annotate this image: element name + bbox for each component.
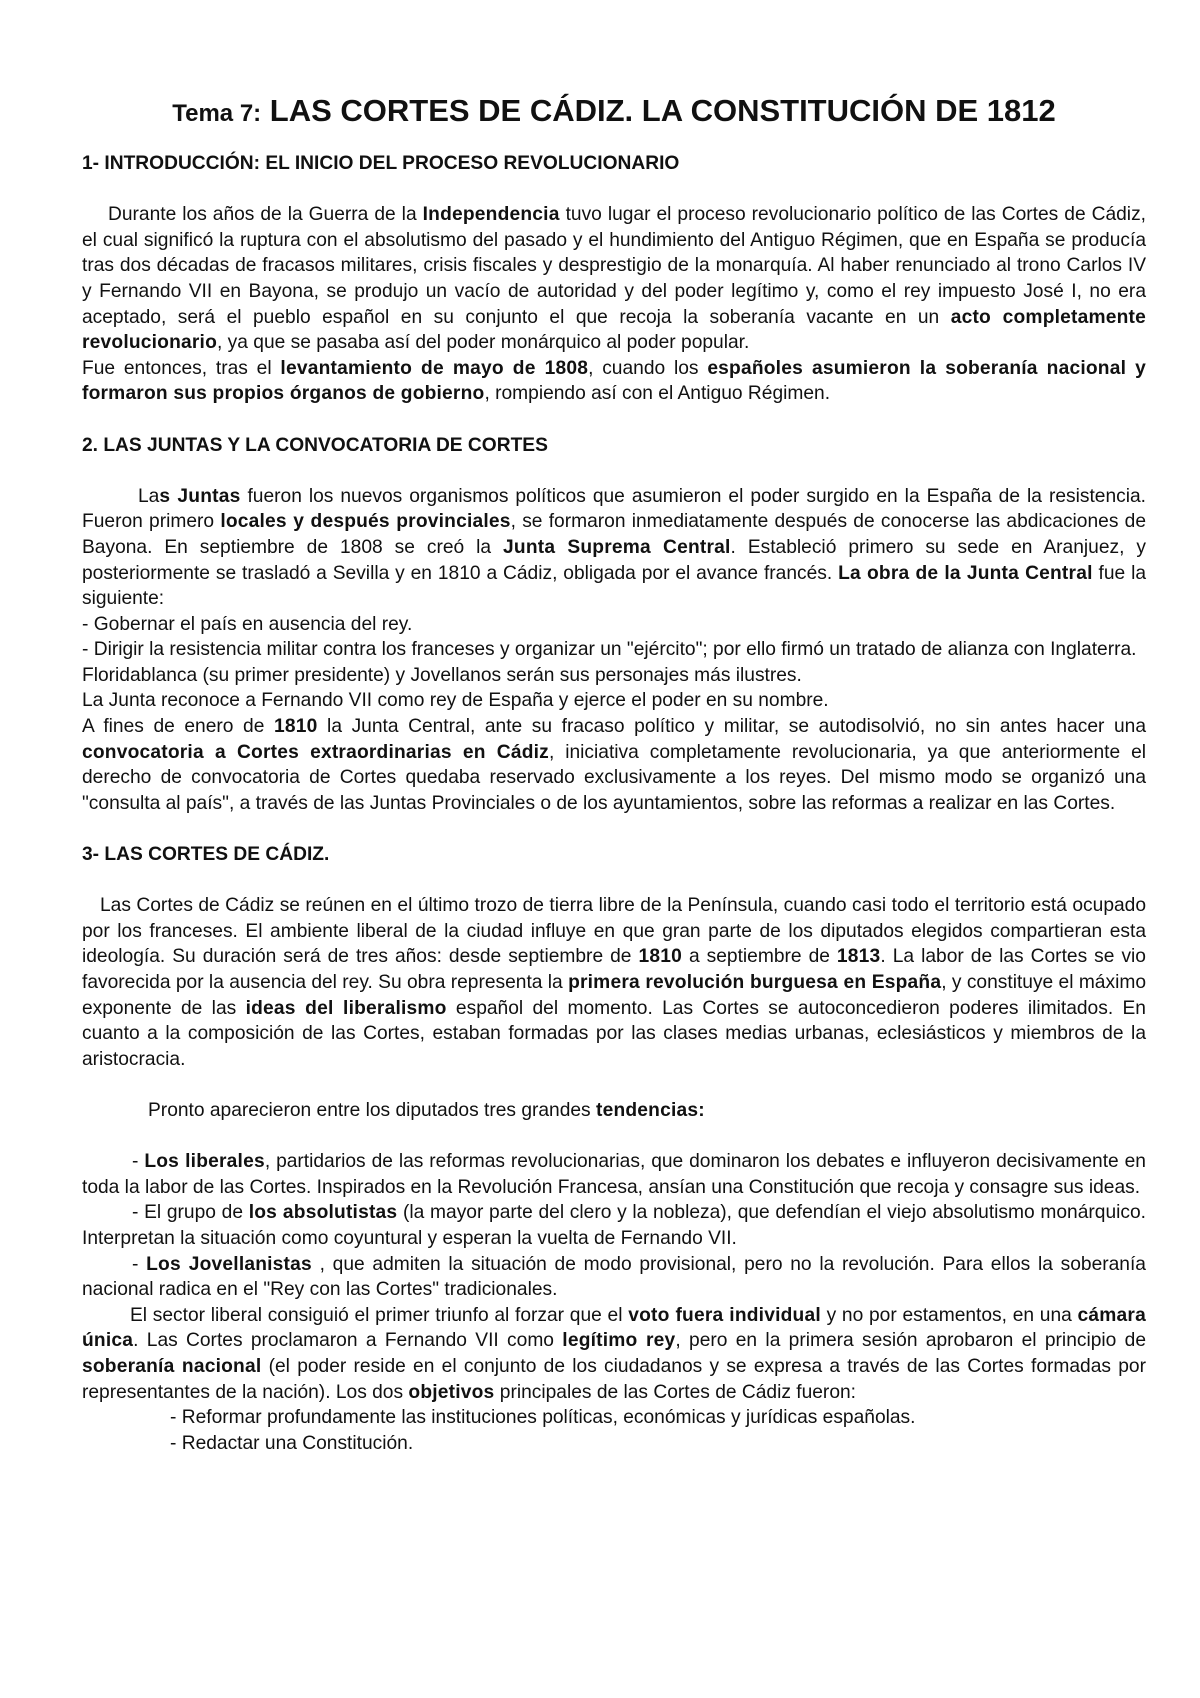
- text-run: principales de las Cortes de Cádiz fueron:: [494, 1381, 856, 1403]
- s2-line-3: Floridablanca (su primer presidente) y Jovellanos serán sus personajes más ilustres.: [82, 664, 802, 686]
- text-run: fue la siguiente:: [82, 562, 1146, 610]
- bold-run: cámara única: [82, 1304, 1146, 1352]
- bold-run: Independencia: [422, 204, 560, 226]
- text-run: , pero en la primera sesión aprobaron el principio de: [675, 1330, 1146, 1352]
- s3-objetivo-1: - Reformar profundamente las instituciones políticas, económicas y jurídicas españolas.: [170, 1407, 916, 1429]
- text-run: - El grupo de: [132, 1202, 249, 1224]
- bold-run: soberanía nacional: [82, 1355, 262, 1377]
- text-run: Pronto aparecieron entre los diputados tres grandes: [148, 1099, 596, 1121]
- section-1-heading: 1- INTRODUCCIÓN: EL INICIO DEL PROCESO REVOLUCIONARIO: [82, 153, 680, 174]
- text-run: . Estableció primero su sede en Aranjuez, y posteriormente se trasladó a Sevilla y en 1810 a Cádiz, obligada por el avance francés.: [82, 536, 1146, 584]
- text-run: , iniciativa completamente revolucionaria, ya que anteriormente el derecho de convocatoria de Cortes quedaba reservado exclusivamente a los reyes. Del mismo modo se organizó una "consulta al país", a través de las Juntas Provinciales o de los ayuntamientos, sobre las reformas a realizar en las Cortes.: [82, 741, 1147, 814]
- text-run: , que admiten la situación de modo provisional, pero no la revolución. Para ellos la soberanía nacional radica en el "Rey con las Cortes" tradicionales.: [82, 1253, 1146, 1301]
- text-run: Durante los años de la Guerra de la: [108, 204, 423, 226]
- s3-objetivo-2: - Redactar una Constitución.: [170, 1432, 414, 1454]
- bold-run: locales y después provinciales: [220, 511, 511, 533]
- s3-tendencia-jovellanistas: [82, 1252, 1146, 1303]
- bold-run: s Juntas: [159, 485, 241, 507]
- bold-run: Junta Suprema Central: [503, 536, 731, 558]
- s3-tendencias-intro: [82, 1098, 1146, 1124]
- bold-run: acto completamente revolucionario: [82, 306, 1146, 354]
- title-tema: Tema 7:: [172, 100, 262, 127]
- bold-run: convocatoria a Cortes extraordinarias en Cádiz: [82, 741, 549, 763]
- title-main: LAS CORTES DE CÁDIZ. LA CONSTITUCIÓN DE 1812: [261, 93, 1056, 128]
- page-title: [82, 92, 1146, 133]
- bold-run: españoles asumieron la soberanía nacional y formaron sus propios órganos de gobierno: [82, 357, 1146, 405]
- s1-paragraph-2: [82, 356, 1146, 407]
- text-run: , ya que se pasaba así del poder monárquico al poder popular.: [217, 332, 750, 354]
- text-run: (la mayor parte del clero y la nobleza), que defendían el viejo absolutismo monárquico. Interpretan la situación como coyuntural y esperan la vuelta de Fernando VII.: [82, 1202, 1146, 1249]
- s3-tendencia-absolutistas: [82, 1200, 1146, 1251]
- text-run: La: [138, 485, 160, 507]
- text-run: . La labor de las Cortes se vio favorecida por la ausencia del rey. Su obra representa la: [82, 946, 1146, 993]
- bold-run: 1810: [638, 946, 682, 968]
- text-run: (el poder reside en el conjunto de los ciudadanos y se expresa a través de las Cortes formadas por representantes de la nación). Los dos: [82, 1355, 1146, 1403]
- text-run: A fines de enero de: [82, 716, 274, 738]
- text-run: español del momento. Las Cortes se autoconcedieron poderes ilimitados. En cuanto a la composición de las Cortes, estaban formadas por las clases medias urbanas, eclesiásticos y miembros de la aristocracia.: [82, 997, 1146, 1070]
- bold-run: objetivos: [408, 1381, 495, 1403]
- text-run: -: [132, 1151, 145, 1173]
- bold-run: 1813: [836, 946, 881, 968]
- bold-run: ideas del liberalismo: [245, 997, 447, 1019]
- bold-run: Los Jovellanistas: [146, 1253, 312, 1275]
- text-run: . Las Cortes proclamaron a Fernando VII como: [133, 1330, 563, 1352]
- text-run: , cuando los: [588, 357, 708, 379]
- s1-paragraph-1: [82, 202, 1146, 356]
- bold-run: tendencias:: [595, 1099, 705, 1121]
- text-run: , se formaron inmediatamente después de conocerse las abdicaciones de Bayona. En septiembre de 1808 se creó la: [82, 511, 1146, 558]
- bold-run: primera revolución burguesa en España: [568, 972, 942, 993]
- text-run: fueron los nuevos organismos políticos que asumieron el poder surgido en la España de la resistencia. Fueron primero: [82, 485, 1146, 533]
- section-3-heading: 3- LAS CORTES DE CÁDIZ.: [82, 844, 330, 866]
- s2-list-item-1: - Gobernar el país en ausencia del rey.: [82, 613, 413, 635]
- text-run: Las Cortes de Cádiz se reúnen en el último trozo de tierra libre de la Península, cuando casi todo el territorio está ocupado por los franceses. El ambiente liberal de la ciudad influye en que gran parte de los diputados elegidos compartieran esta ideología. Su duración será de tres años: desde septiembre de: [82, 895, 1146, 968]
- text-run: a septiembre de: [681, 946, 837, 968]
- s3-paragraph-1: [82, 893, 1146, 1072]
- text-run: , y constituye el máximo exponente de las: [82, 972, 1146, 1019]
- text-run: -: [132, 1253, 147, 1275]
- s2-paragraph-1: [82, 484, 1146, 612]
- s2-paragraph-2: [82, 714, 1146, 816]
- text-run: El sector liberal consiguió el primer triunfo al forzar que el: [130, 1304, 629, 1326]
- text-run: y no por estamentos, en una: [820, 1304, 1078, 1326]
- bold-run: Los liberales: [144, 1151, 265, 1173]
- text-run: tuvo lugar el proceso revolucionario político de las Cortes de Cádiz, el cual significó la ruptura con el absolutismo del pasado y el hundimiento del Antiguo Régimen, que en España se producía tras dos décadas de fracasos militares, crisis fiscales y desprestigio de la monarquía. Al haber renunciado al trono Carlos IV y Fernando VII en Bayona, se produjo un vacío de autoridad y del poder legítimo y, como el rey impuesto José I, no era aceptado, será el pueblo español en su conjunto el que recoja la soberanía vacante en un: [82, 204, 1146, 328]
- document-page: [82, 92, 1146, 1456]
- text-run: , rompiendo así con el Antiguo Régimen.: [484, 383, 831, 405]
- bold-run: La obra de la Junta Central: [838, 562, 1093, 584]
- bold-run: legítimo rey: [562, 1330, 676, 1352]
- section-2-heading: 2. LAS JUNTAS Y LA CONVOCATORIA DE CORTES: [82, 434, 548, 456]
- bold-run: levantamiento de mayo de 1808: [280, 357, 589, 379]
- text-run: , partidarios de las reformas revolucionarias, que dominaron los debates e influyeron decisivamente en toda la labor de las Cortes. Inspirados en la Revolución Francesa, ansían una Constitución que recoja y consagre sus ideas.: [82, 1151, 1146, 1198]
- bold-run: los absolutistas: [248, 1202, 398, 1224]
- s3-paragraph-3: [82, 1303, 1146, 1405]
- bold-run: 1810: [273, 716, 318, 738]
- text-run: la Junta Central, ante su fracaso político y militar, se autodisolvió, no sin antes hacer una: [317, 716, 1146, 738]
- text-run: Fue entonces, tras el: [82, 357, 281, 379]
- s2-line-4: La Junta reconoce a Fernando VII como rey de España y ejerce el poder en su nombre.: [82, 690, 829, 712]
- s2-list-item-2: - Dirigir la resistencia militar contra los franceses y organizar un "ejército"; por ello firmó un tratado de alianza con Inglaterra.: [82, 639, 1137, 661]
- bold-run: voto fuera individual: [628, 1304, 821, 1326]
- s3-tendencia-liberales: [82, 1149, 1146, 1200]
